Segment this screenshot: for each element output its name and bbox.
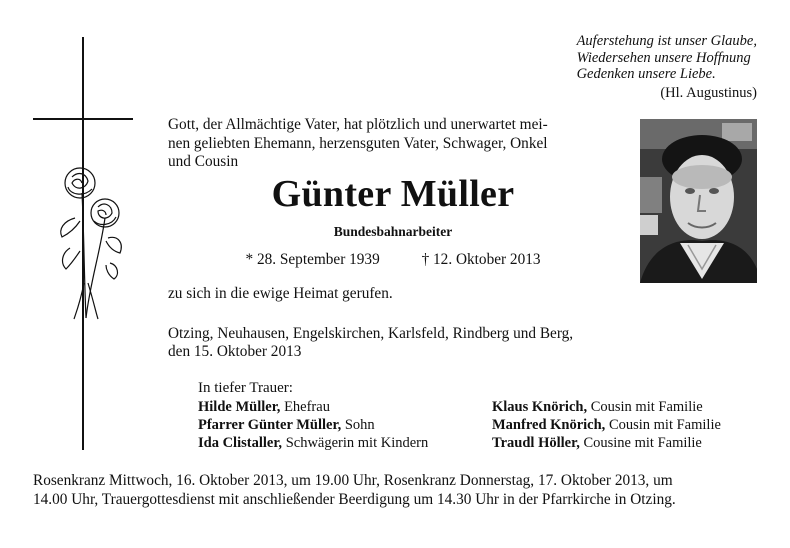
mourners-right xyxy=(492,398,721,452)
service-line: Rosenkranz Mittwoch, 16. Oktober 2013, um 19.00 Uhr, Rosenkranz Donnerstag, 17. Oktober 2013, um xyxy=(33,472,673,489)
closing-text: zu sich in die ewige Heimat gerufen. xyxy=(168,285,393,302)
intro-line: Gott, der Allmächtige Vater, hat plötzlich und unerwartet mei- xyxy=(168,116,548,133)
cross-bar xyxy=(33,118,133,120)
mourner-entry xyxy=(492,416,721,434)
mourner-name: Ida Clistaller, xyxy=(198,435,283,451)
service-info xyxy=(33,471,760,509)
death-date: † 12. Oktober 2013 xyxy=(421,251,541,268)
quote-line: Gedenken unsere Liebe. xyxy=(576,66,716,82)
quote xyxy=(577,33,757,83)
mourner-entry xyxy=(198,434,428,452)
mourner-name: Klaus Knörich, xyxy=(492,399,588,415)
quote-line: Wiedersehen unsere Hoffnung xyxy=(576,49,751,66)
intro-line: nen geliebten Ehemann, herzensguten Vater, Schwager, Onkel xyxy=(168,134,548,152)
birth-date: * 28. September 1939 xyxy=(245,251,380,268)
mourner-entry xyxy=(492,434,721,452)
mourner-relation: Cousin mit Familie xyxy=(590,399,703,415)
intro-text xyxy=(168,116,618,172)
portrait-photo-drawing xyxy=(640,119,757,283)
roses-icon xyxy=(50,163,130,323)
mourner-relation: Cousine mit Familie xyxy=(583,435,702,451)
quote-line: Auferstehung ist unser Glaube, xyxy=(576,33,757,49)
mourner-name: Hilde Müller, xyxy=(198,399,281,415)
mourner-entry xyxy=(198,416,428,434)
portrait-photo xyxy=(640,119,757,283)
mourner-relation: Ehefrau xyxy=(284,399,330,415)
mourner-name: Pfarrer Günter Müller, xyxy=(198,417,342,433)
service-line: 14.00 Uhr, Trauergottesdienst mit anschließender Beerdigung um 14.30 Uhr in der Pfarrkirche in Otzing. xyxy=(33,491,676,508)
deceased-occupation: Bundesbahnarbeiter xyxy=(333,224,453,239)
places-line: Otzing, Neuhausen, Engelskirchen, Karlsfeld, Rindberg und Berg, xyxy=(168,325,574,342)
mourner-entry xyxy=(198,398,428,416)
mourner-name: Manfred Knörich, xyxy=(492,417,606,433)
quote-source: (Hl. Augustinus) xyxy=(660,85,757,101)
mourner-entry xyxy=(492,398,721,416)
life-dates xyxy=(168,251,618,269)
mourner-relation: Sohn xyxy=(344,417,375,433)
places-date xyxy=(168,325,638,361)
mourners-left xyxy=(198,398,428,452)
mourner-relation: Schwägerin mit Kindern xyxy=(285,435,429,451)
mourning-heading: In tiefer Trauer: xyxy=(198,380,293,396)
date-line: den 15. Oktober 2013 xyxy=(168,343,302,360)
mourner-relation: Cousin mit Familie xyxy=(608,417,721,433)
intro-line: und Cousin xyxy=(168,153,239,170)
mourner-name: Traudl Höller, xyxy=(492,435,580,451)
deceased-name: Günter Müller xyxy=(271,173,515,215)
